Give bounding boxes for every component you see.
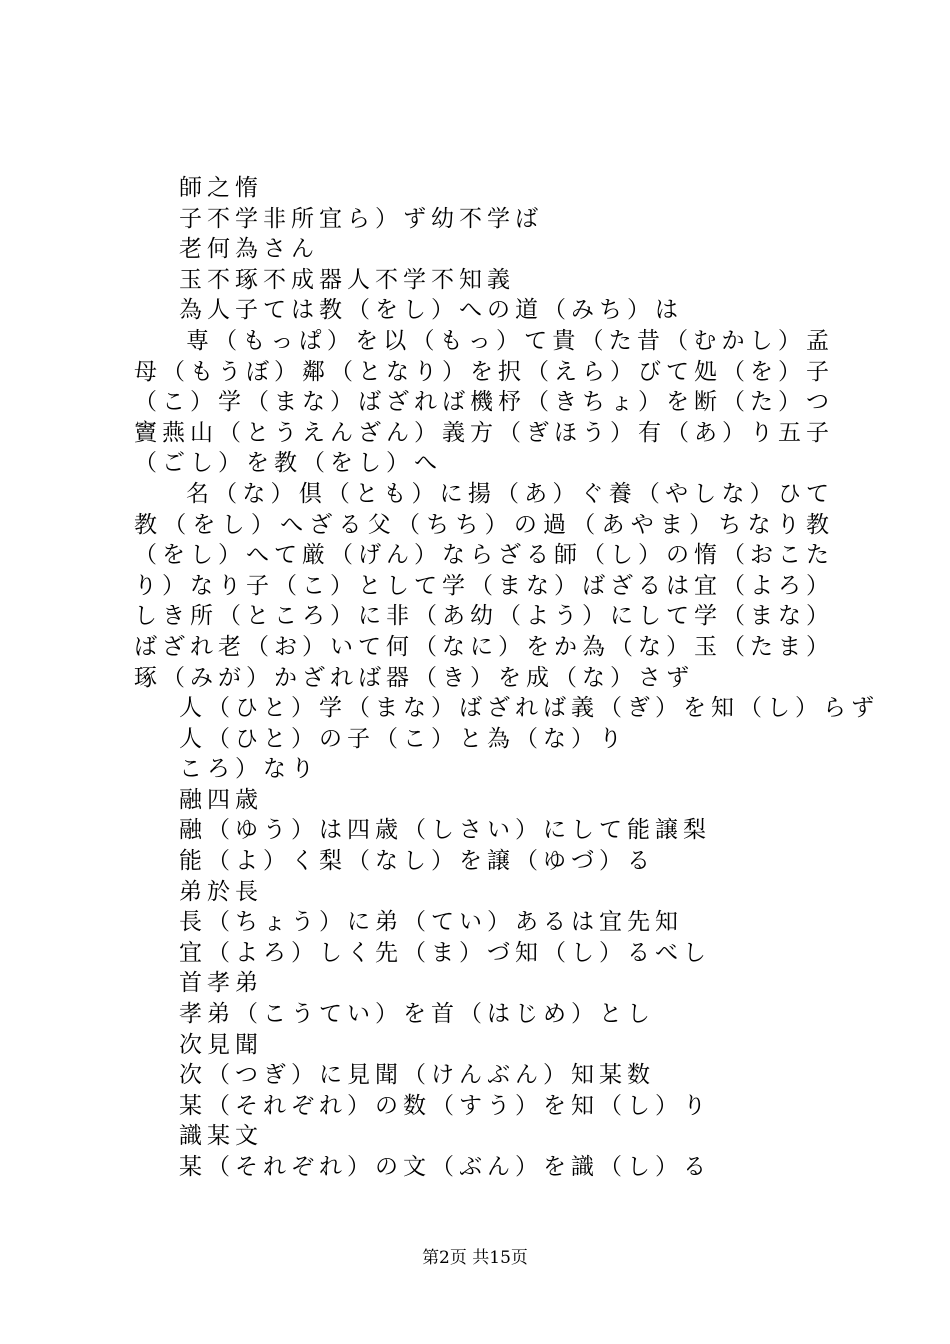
text-line: 子不学非所宜ら）ず幼不学ば bbox=[179, 205, 543, 232]
text-line: 宜（よろ）しく先（ま）づ知（し）るべし bbox=[179, 939, 711, 966]
document-body bbox=[134, 173, 879, 1183]
text-line: 融四歳 bbox=[179, 786, 263, 813]
text-line: 次見聞 bbox=[179, 1031, 263, 1058]
text-line: 人（ひと）の子（こ）と為（な）り bbox=[179, 725, 627, 752]
text-line: 某（それぞれ）の数（すう）を知（し）り bbox=[179, 1092, 711, 1119]
text-line: 師之惰 bbox=[179, 175, 263, 201]
text-line: 老何為さん bbox=[179, 236, 319, 263]
text-line: 能（よ）く梨（なし）を譲（ゆづ）る bbox=[179, 848, 655, 875]
text-line: 弟於長 bbox=[179, 878, 263, 905]
text-line: 某（それぞれ）の文（ぶん）を識（し）る bbox=[179, 1154, 711, 1180]
text-line: 首孝弟 bbox=[179, 970, 263, 997]
text-line: ころ）なり bbox=[179, 756, 319, 783]
page-footer: 第2页 共15页 bbox=[422, 1248, 528, 1268]
text-line: 孝弟（こうてい）を首（はじめ）とし bbox=[179, 1001, 655, 1028]
paragraph: 名（な）倶（とも）に揚（あ）ぐ養（やしな）ひて教（をし）へざる父（ちち）の過（あやま）ちなり教（をし）へて厳（げん）ならざる師（し）の惰（おこたり）なり子（こ）として学（まな）ばざるは宜（よろ）しき所（ところ）に非（あ幼（よう）にして学（まな）ばざれ老（お）いて何（なに）をか為（な）玉（たま）琢（みが）かざれば器（き）を成（な）さず bbox=[134, 480, 834, 691]
text-line: 長（ちょう）に弟（てい）あるは宜先知 bbox=[179, 909, 683, 936]
text-line: 為人子ては教（をし）への道（みち）は bbox=[179, 297, 683, 324]
text-line: 次（つぎ）に見聞（けんぶん）知某数 bbox=[179, 1062, 655, 1089]
text-line: 識某文 bbox=[179, 1123, 263, 1150]
text-line: 融（ゆう）は四歳（しさい）にして能譲梨 bbox=[179, 817, 711, 844]
text-line: 玉不琢不成器人不学不知義 bbox=[179, 266, 515, 293]
text-line: 人（ひと）学（まな）ばざれば義（ぎ）を知（し）らず bbox=[179, 695, 879, 722]
paragraph: 専（もっぱ）を以（もっ）て貴（た昔（むかし）孟母（もうぼ）鄰（となり）を択（えら）びて処（を）子（こ）学（まな）ばざれば機杼（きちょ）を断（た）つ竇燕山（とうえんざん）義方（ぎほう）有（あ）り五子（ごし）を教（をし）へ bbox=[134, 327, 834, 477]
